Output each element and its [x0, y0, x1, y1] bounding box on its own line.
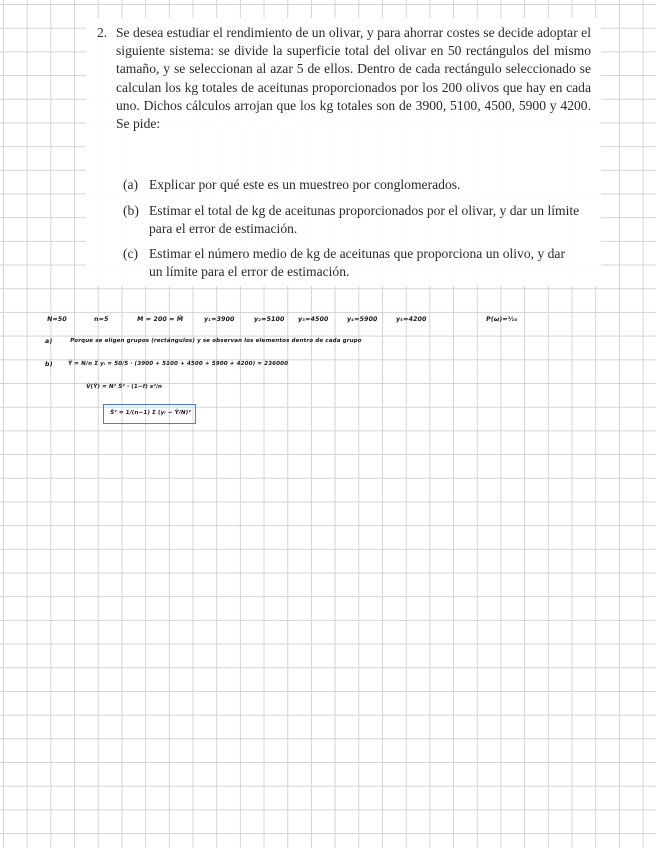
part-a [123, 176, 581, 194]
note-P: P(ω)=⅟₁₀ [485, 316, 518, 323]
boxed-formula-text: Ŝ² = 1/(n−1) Σ (yᵢ − Ŷ/N)² [109, 410, 192, 416]
part-c-label: (c) [123, 246, 139, 261]
boxed-formula [103, 404, 196, 424]
note-M: M = 200 = M̄ [136, 316, 184, 323]
part-a-text: Explicar por qué este es un muestreo por conglomerados. [149, 177, 461, 192]
part-c [123, 245, 581, 280]
part-b-text: Estimar el total de kg de aceitunas proporcionados por el olivar, y dar un límite para el error de estimación. [149, 203, 580, 236]
note-a-text: Porque se eligen grupos (rectángulos) y se observan los elementos dentro de cada grupo [69, 338, 363, 344]
note-a-label: a) [44, 338, 53, 345]
note-N: N=50 [46, 316, 68, 323]
problem-number: 2. [97, 25, 108, 40]
note-y2: y₂=5100 [253, 316, 285, 323]
problem-statement [97, 24, 591, 133]
note-variance: V̂(Ŷ) = N² Ŝ² · (1−f) s²/n [85, 384, 163, 390]
part-b-label: (b) [123, 203, 139, 218]
note-n: n=5 [93, 316, 109, 323]
note-y5: y₅=4200 [395, 316, 427, 323]
note-y3: y₃=4500 [297, 316, 329, 323]
part-a-label: (a) [123, 177, 139, 192]
part-c-text: Estimar el número medio de kg de aceitunas que proporciona un olivo, y dar un límite para el error de estimación. [149, 246, 565, 279]
problem-text: Se desea estudiar el rendimiento de un olivar, y para ahorrar costes se decide adoptar el siguiente sistema: se divide la superficie total del olivar en 50 rectángulos del mismo tamaño, y se seleccionan al azar 5 de ellos. Dentro de cada rectángulo seleccionado se calculan los kg totales de aceitunas proporcionados por los 200 olivos que hay en cada uno. Dichos cálculos arrojan que los kg totales son de 3900, 5100, 4500, 5900 y 4200. Se pide: [116, 25, 591, 132]
problem-block [86, 18, 601, 286]
note-y4: y₄=5900 [346, 316, 378, 323]
part-b [123, 202, 581, 237]
note-y1: y₁=3900 [203, 316, 235, 323]
note-b-text: Ŷ = N/n Σ yᵢ = 50/5 · (3900 + 5100 + 4500 + 5900 + 4200) = 236000 [67, 361, 289, 367]
note-b-label: b) [44, 361, 54, 368]
